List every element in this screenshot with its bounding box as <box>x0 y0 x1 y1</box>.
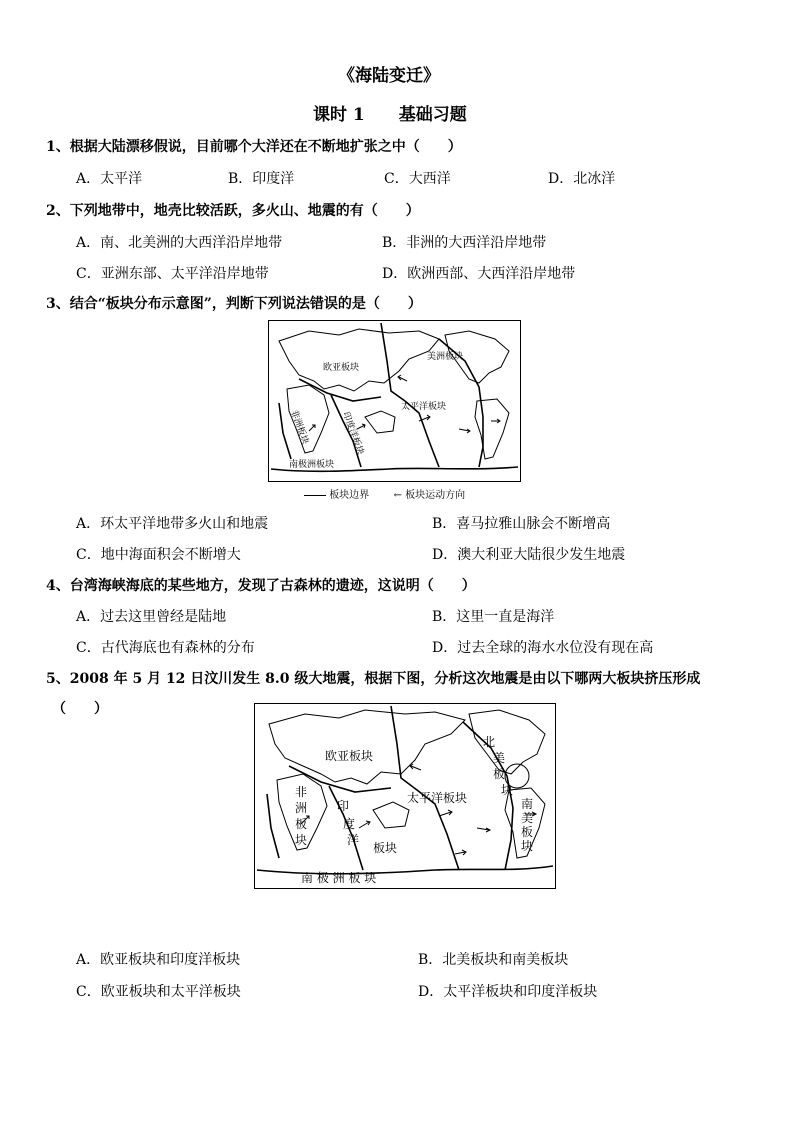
map2-label-indian-3: 洋 <box>347 833 360 847</box>
question-2-option-c[interactable]: C．亚洲东部、太平洋沿岸地带 <box>76 266 269 282</box>
page-subtitle: 课时 1 基础习题 <box>313 105 467 125</box>
map2-label-africa-4: 块 <box>295 833 308 847</box>
map1-legend <box>304 486 465 501</box>
map2-label-south-america-2: 美 <box>521 811 534 825</box>
question-4-option-b[interactable]: B．这里一直是海洋 <box>432 609 555 625</box>
legend-boundary-label: 板块边界 <box>329 490 370 501</box>
question-3-stem: 3、结合“板块分布示意图”，判断下列说法错误的是（ ） <box>46 296 422 312</box>
question-5-option-c[interactable]: C．欧亚板块和太平洋板块 <box>76 984 241 1000</box>
question-4-option-d[interactable]: D．过去全球的海水水位没有现在高 <box>432 640 654 656</box>
map2-label-africa-3: 板 <box>295 817 308 831</box>
question-2-option-d[interactable]: D．欧洲西部、大西洋沿岸地带 <box>382 266 576 282</box>
question-2-option-a[interactable]: A．南、北美洲的大西洋沿岸地带 <box>76 235 283 251</box>
question-4-option-c[interactable]: C．古代海底也有森林的分布 <box>76 640 255 656</box>
map2-label-north-america-2: 美 <box>493 751 506 765</box>
world-map-2 <box>255 704 555 888</box>
question-1-option-a[interactable]: A．太平洋 <box>76 171 143 187</box>
world-map-1 <box>269 321 520 481</box>
map1-label-africa: 非洲板块 <box>288 408 310 446</box>
map2-label-south-america-3: 板 <box>521 825 534 839</box>
map2-label-south-america-4: 块 <box>521 839 534 853</box>
map1-label-america: 美洲板块 <box>427 352 464 362</box>
question-3-option-c[interactable]: C．地中海面积会不断增大 <box>76 547 241 563</box>
legend-motion-label: 板块运动方向 <box>405 490 466 501</box>
map2-label-indian-4: 板块 <box>373 841 398 855</box>
question-5-option-b[interactable]: B．北美板块和南美板块 <box>418 952 569 968</box>
map2-label-indian-2: 度 <box>343 817 356 831</box>
map2-label-antarctic: 南 极 洲 板 块 <box>301 871 377 885</box>
map1-label-antarctic: 南极洲板块 <box>289 460 335 470</box>
question-1-option-b[interactable]: B．印度洋 <box>228 171 295 187</box>
map2-label-africa-1: 非 <box>295 785 308 799</box>
map2-label-eurasia: 欧亚板块 <box>325 749 374 763</box>
map2-label-north-america-3: 板 <box>493 767 506 781</box>
page-title: 《海陆变迁》 <box>338 66 440 86</box>
question-2-stem: 2、下列地带中，地壳比较活跃，多火山、地震的有（ ） <box>46 203 420 219</box>
question-4-option-a[interactable]: A．过去这里曾经是陆地 <box>76 609 227 625</box>
map1-label-eurasia: 欧亚板块 <box>323 363 360 373</box>
question-3-option-d[interactable]: D．澳大利亚大陆很少发生地震 <box>432 547 626 563</box>
question-5-option-a[interactable]: A．欧亚板块和印度洋板块 <box>76 952 241 968</box>
question-2-option-b[interactable]: B．非洲的大西洋沿岸地带 <box>382 235 547 251</box>
legend-arrow-icon: ← <box>393 490 402 501</box>
question-5-option-d[interactable]: D．太平洋板块和印度洋板块 <box>418 984 598 1000</box>
map2-label-north-america-4: 块 <box>501 783 514 797</box>
question-3-option-b[interactable]: B．喜马拉雅山脉会不断增高 <box>432 516 611 532</box>
map1-label-indian: 印度洋板块 <box>340 410 365 457</box>
map2-label-africa-2: 洲 <box>295 801 308 815</box>
question-5-stem-bracket: （ ） <box>52 701 108 717</box>
question-1-stem: 1、根据大陆漂移假说，目前哪个大洋还在不断地扩张之中（ ） <box>46 139 462 155</box>
map2-label-pacific: 太平洋板块 <box>407 791 468 805</box>
question-3-option-a[interactable]: A．环太平洋地带多火山和地震 <box>76 516 269 532</box>
map2-label-north-america-1: 北 <box>483 735 496 749</box>
map2-label-south-america-1: 南 <box>521 797 534 811</box>
question-4-stem: 4、台湾海峡海底的某些地方，发现了古森林的遗迹，这说明（ ） <box>46 578 476 594</box>
question-1-option-d[interactable]: D．北冰洋 <box>548 171 616 187</box>
question-1-option-c[interactable]: C．大西洋 <box>384 171 451 187</box>
map2-label-indian-1: 印 <box>337 799 350 813</box>
plate-distribution-map-2 <box>254 703 556 889</box>
legend-boundary-line-icon <box>304 495 326 496</box>
plate-distribution-map-1 <box>268 320 521 482</box>
question-5-stem: 5、2008 年 5 月 12 日汶川发生 8.0 级大地震，根据下图，分析这次地震是由以下哪两大板块挤压形成 <box>46 671 701 687</box>
map1-label-pacific: 太平洋板块 <box>401 402 447 412</box>
